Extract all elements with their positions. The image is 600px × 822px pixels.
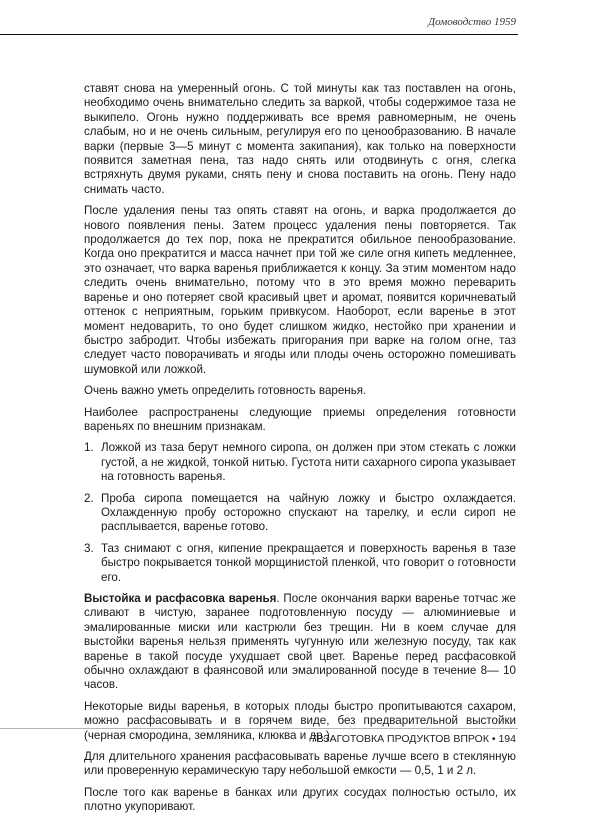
list-item [84, 542, 516, 585]
paragraph: Очень важно уметь определить готовность варенья. [84, 384, 367, 398]
section-paragraph [84, 592, 516, 693]
paragraph: После того как варенье в банках или других сосудах полностью остыло, их плотно укупоривают. [84, 785, 516, 814]
list-item [84, 492, 516, 535]
paragraph: После удаления пены таз опять ставят на огонь, и варка продолжается до нового появления пены. Затем процесс удаления пены повторяется. Так продолжается до тех пор, пока не прекратится обильное пенообразование. Когда оно прекратится и масса начнет при той же силе огня кипеть медленнее, это означает, что варка варенья приближается к концу. За этим моментом надо следить очень внимательно, потому что в это время можно переварить варенье и оно потеряет свой красивый цвет и аромат, появится коричневатый оттенок с неприятным, горьким привкусом. Наоборот, если варенье в этот момент недоварить, то оно будет слишком жидко, нестойко при хранении и быстро забродит. Чтобы избежать пригорания при варке на голом огне, таз следует часто поворачивать и ягоды или плоды очень осторожно помешивать шумовкой или ложкой. [84, 204, 516, 376]
paragraph: Наиболее распространены следующие приемы определения готовности вареньях по внешним признакам. [84, 405, 516, 433]
readiness-tests-list [84, 441, 516, 585]
running-footer: 7ВЗАГОТОВКА ПРОДУКТОВ ВПРОК • 194 [310, 733, 516, 745]
section-text: После окончания варки варенье тотчас же сливают в чистую, заранее подготовленную посуду — алюминиевые и эмалированные миски или кастрюли без трещин. Ни в коем случае для выстойки варенья нельзя применять чугунную или железную посуду, так как варенье в такой посуде ухудшает свой цвет. Варенье перед расфасовкой обычно охлаждают в фаянсовой или эмалированной посуде в течение 8— 10 часов. [84, 592, 517, 692]
footer-divider [0, 728, 518, 729]
list-item-number: 1. [84, 441, 94, 455]
section-heading: Выстойка и расфасовка варенья [84, 592, 277, 605]
running-header-title: Домоводство 1959 [428, 16, 516, 28]
list-item-text: Таз снимают с огня, кипение прекращается и поверхность варенья в тазе быстро покрывается тонкой морщинистой пленкой, что говорит о готовности его. [101, 541, 516, 584]
paragraph: Для длительного хранения расфасовывать варенье лучше всего в стеклянную или проверенную керамическую тару небольшой емкости — 0,5, 1 и 2 л. [84, 750, 516, 778]
list-item [84, 441, 516, 484]
list-item-text: Ложкой из таза берут немного сиропа, он должен при этом стекать с ложки густой, а не жидкой, тонкой нитью. Густота нити сахарного сиропа указывает на готовность варенья. [101, 441, 516, 484]
section-heading-punct: . [276, 592, 280, 605]
list-item-number: 2. [84, 491, 94, 505]
paragraph: Некоторые виды варенья, в которых плоды быстро пропитываются сахаром, можно расфасовывать и в горячем виде, без предварительной выстойки (черная смородина, земляника, клюква и др.). [84, 699, 516, 742]
page-body [84, 82, 516, 822]
list-item-number: 3. [84, 541, 94, 555]
list-item-text: Проба сиропа помещается на чайную ложку и быстро охлаждается. Охлажденную пробу осторожно спускают на тарелку, и если сироп не расплывается, варенье готово. [101, 491, 516, 534]
header-divider [0, 34, 518, 35]
paragraph: ставят снова на умеренный огонь. С той минуты как таз поставлен на огонь, необходимо очень внимательно следить за варкой, чтобы содержимое таза не выкипело. Огонь нужно поддерживать все время равномерным, не очень слабым, но и не очень сильным, регулируя его по ценообразованию. В начале варки (первые 3—5 минут с момента закипания), как только на поверхности появится заметная пена, таз надо снять или отодвинуть с огня, слегка встряхнуть двумя руками, снять пену и снова поставить на огонь. Пену надо снимать часто. [84, 82, 516, 196]
